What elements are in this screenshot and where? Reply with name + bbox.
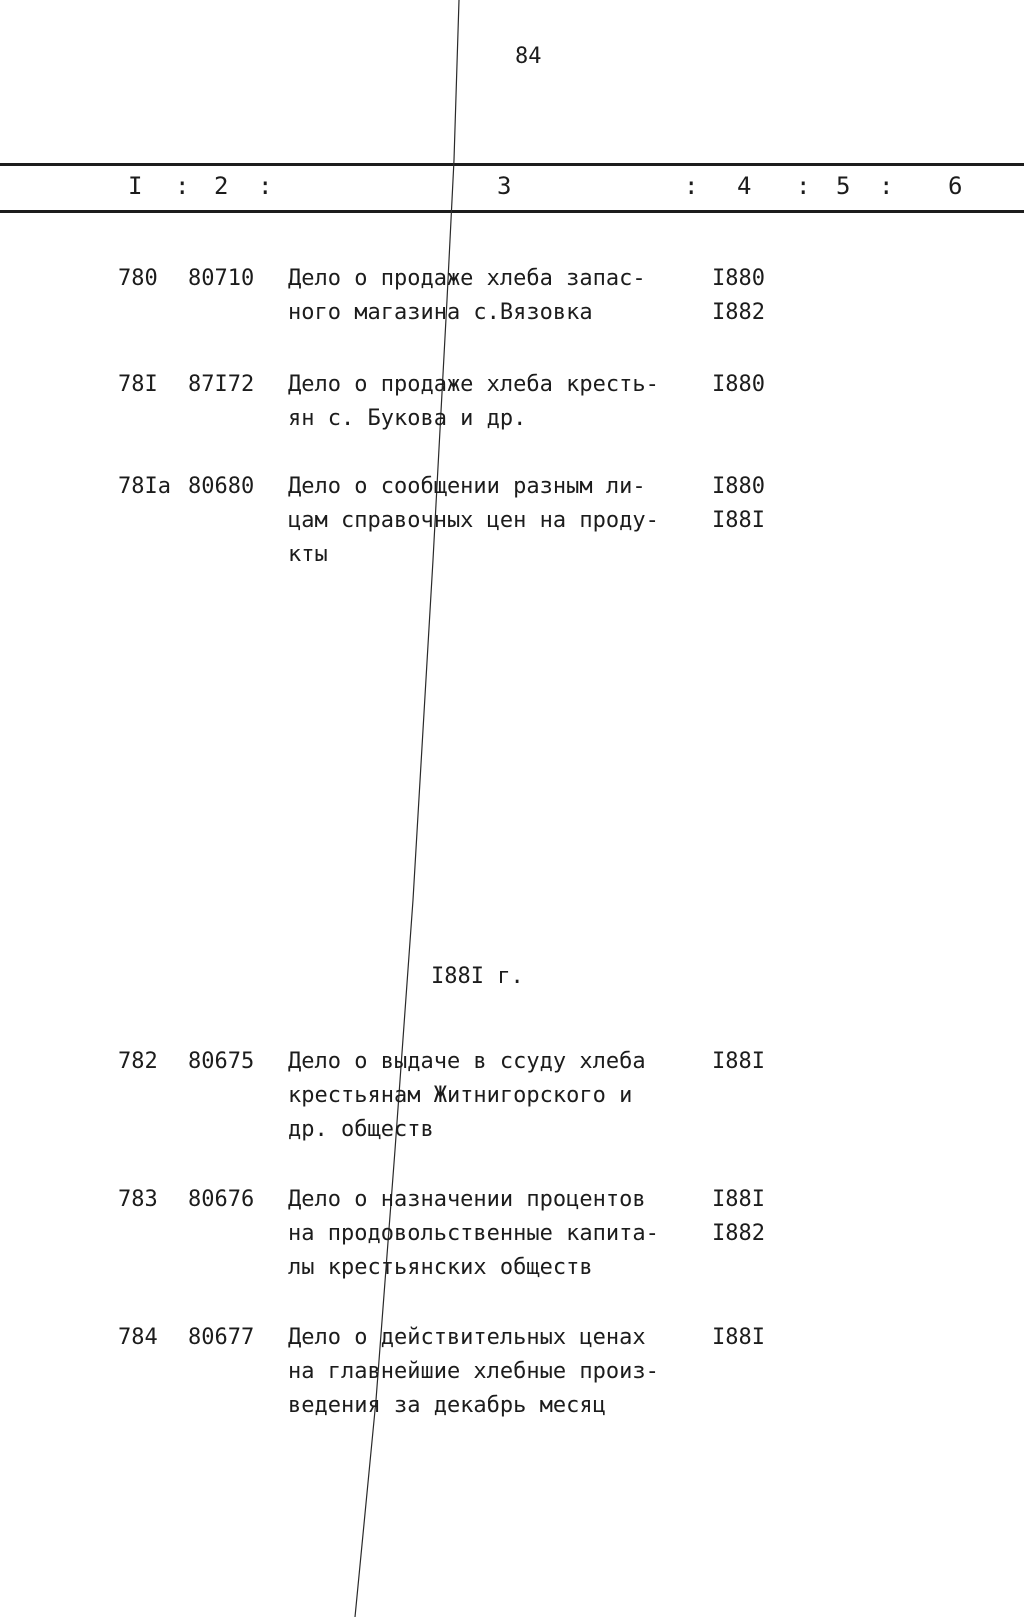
entry-code: 80710 bbox=[188, 266, 255, 291]
entry-date: I880 bbox=[712, 372, 765, 397]
entry-dates bbox=[712, 470, 765, 538]
entry-number: 784 bbox=[118, 1325, 158, 1350]
entry-title-line: цам справочных цен на проду- bbox=[288, 508, 659, 533]
entry-dates bbox=[712, 262, 765, 330]
entry-title bbox=[288, 1321, 688, 1423]
column-separator: : bbox=[175, 172, 190, 200]
entry-date: I88I bbox=[712, 508, 765, 533]
entry-title bbox=[288, 368, 688, 436]
column-header-5: 5 bbox=[836, 172, 851, 200]
entry-dates bbox=[712, 368, 765, 402]
entry-number: 780 bbox=[118, 266, 158, 291]
entry-number: 78Iа bbox=[118, 474, 171, 499]
entry-date: I882 bbox=[712, 300, 765, 325]
entry-title bbox=[288, 1045, 688, 1147]
entry-title-line: др. обществ bbox=[288, 1117, 434, 1142]
entry-code: 87I72 bbox=[188, 372, 255, 397]
entry-date: I880 bbox=[712, 266, 765, 291]
entry-date: I88I bbox=[712, 1325, 765, 1350]
entry-title-line: крестьянам Житнигорского и bbox=[288, 1083, 633, 1108]
entry-title bbox=[288, 470, 688, 572]
entry-title-line: ян с. Букова и др. bbox=[288, 406, 527, 431]
entry-date: I88I bbox=[712, 1187, 765, 1212]
entry-date: I882 bbox=[712, 1221, 765, 1246]
page-number: 84 bbox=[515, 44, 542, 69]
column-header-6: 6 bbox=[948, 172, 963, 200]
entry-code: 80675 bbox=[188, 1049, 255, 1074]
entry-code: 80676 bbox=[188, 1187, 255, 1212]
column-separator: : bbox=[684, 172, 699, 200]
entry-number: 78I bbox=[118, 372, 158, 397]
entry-code: 80680 bbox=[188, 474, 255, 499]
entry-title-line: лы крестьянских обществ bbox=[288, 1255, 593, 1280]
entry-dates bbox=[712, 1183, 765, 1251]
entry-title bbox=[288, 1183, 688, 1285]
entry-title-line: Дело о выдаче в ссуду хлеба bbox=[288, 1049, 646, 1074]
column-header-4: 4 bbox=[737, 172, 752, 200]
entry-title bbox=[288, 262, 688, 330]
header-rule-top bbox=[0, 163, 1024, 166]
column-header-2: 2 bbox=[214, 172, 229, 200]
entry-code: 80677 bbox=[188, 1325, 255, 1350]
column-separator: : bbox=[879, 172, 894, 200]
column-separator: : bbox=[258, 172, 273, 200]
entry-date: I88I bbox=[712, 1049, 765, 1074]
entry-title-line: на продовольственные капита- bbox=[288, 1221, 659, 1246]
entry-number: 783 bbox=[118, 1187, 158, 1212]
entry-title-line: Дело о назначении процентов bbox=[288, 1187, 646, 1212]
entry-date: I880 bbox=[712, 474, 765, 499]
entry-title-line: на главнейшие хлебные произ- bbox=[288, 1359, 659, 1384]
column-header-1: I bbox=[128, 172, 143, 200]
header-rule-bottom bbox=[0, 210, 1024, 213]
column-header-3: 3 bbox=[497, 172, 512, 200]
entry-title-line: Дело о сообщении разным ли- bbox=[288, 474, 646, 499]
entry-title-line: Дело о продаже хлеба кресть- bbox=[288, 372, 659, 397]
year-heading: I88I г. bbox=[431, 964, 524, 989]
entry-title-line: ведения за декабрь месяц bbox=[288, 1393, 606, 1418]
entry-dates bbox=[712, 1045, 765, 1079]
entry-number: 782 bbox=[118, 1049, 158, 1074]
entry-dates bbox=[712, 1321, 765, 1355]
entry-title-line: Дело о продаже хлеба запас- bbox=[288, 266, 646, 291]
entry-title-line: ного магазина с.Вязовка bbox=[288, 300, 593, 325]
entry-title-line: кты bbox=[288, 542, 328, 567]
entry-title-line: Дело о действительных ценах bbox=[288, 1325, 646, 1350]
column-separator: : bbox=[796, 172, 811, 200]
